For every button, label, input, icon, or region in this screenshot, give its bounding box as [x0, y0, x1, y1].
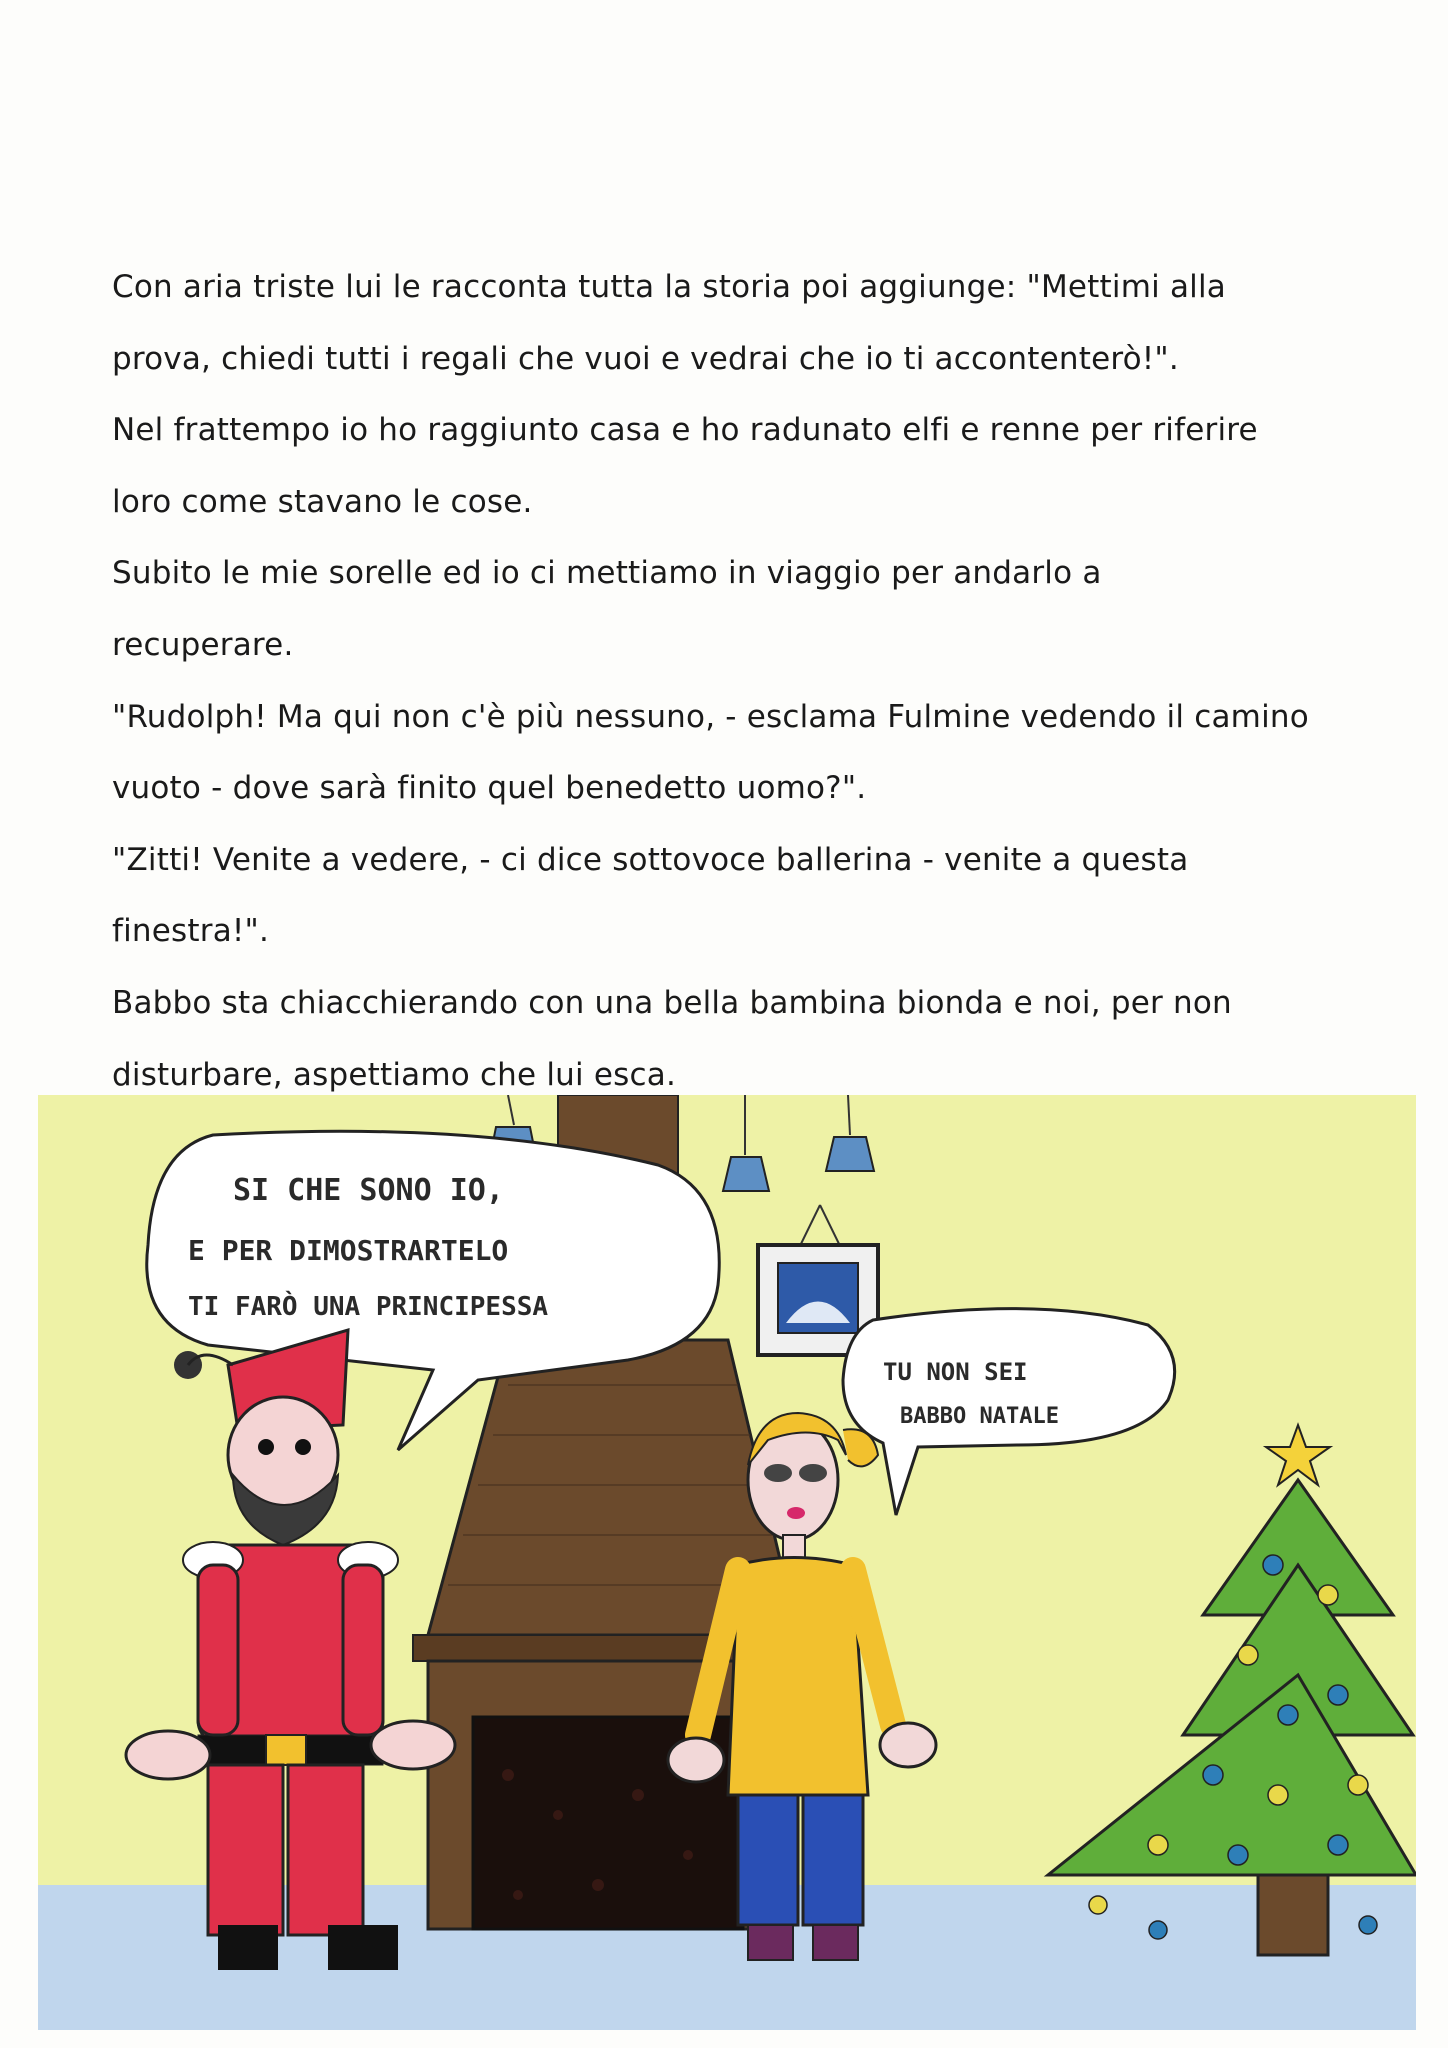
story-line: finestra!". [112, 913, 270, 950]
girl-bubble-line: BABBO NATALE [900, 1404, 1059, 1429]
story-line: Subito le mie sorelle ed io ci mettiamo in viaggio per andarlo a [112, 555, 1102, 592]
story-line: vuoto - dove sarà finito quel benedetto uomo?". [112, 770, 867, 807]
story-line: "Zitti! Venite a vedere, - ci dice sottovoce ballerina - venite a questa [112, 841, 1189, 878]
illustration-svg [38, 1095, 1416, 2030]
santa-bubble-line: SI CHE SONO IO, [233, 1173, 504, 1208]
story-line: disturbare, aspettiamo che lui esca. [112, 1056, 677, 1093]
illustration [38, 1095, 1416, 2030]
story-line: prova, chiedi tutti i regali che vuoi e vedrai che io ti accontenterò!". [112, 340, 1179, 377]
story-text [112, 252, 1342, 1111]
story-line: Babbo sta chiacchierando con una bella bambina bionda e noi, per non [112, 984, 1232, 1021]
santa-bubble-line: E PER DIMOSTRARTELO [188, 1234, 509, 1267]
girl-bubble-line: TU NON SEI [883, 1358, 1028, 1386]
story-line: loro come stavano le cose. [112, 483, 533, 520]
story-line: Nel frattempo io ho raggiunto casa e ho radunato elfi e renne per riferire [112, 412, 1258, 449]
santa-bubble-line: TI FARÒ UNA PRINCIPESSA [188, 1292, 549, 1322]
story-line: Con aria triste lui le racconta tutta la storia poi aggiunge: "Mettimi alla [112, 269, 1226, 305]
story-line: "Rudolph! Ma qui non c'è più nessuno, - esclama Fulmine vedendo il camino [112, 698, 1309, 735]
story-line: recuperare. [112, 626, 294, 663]
